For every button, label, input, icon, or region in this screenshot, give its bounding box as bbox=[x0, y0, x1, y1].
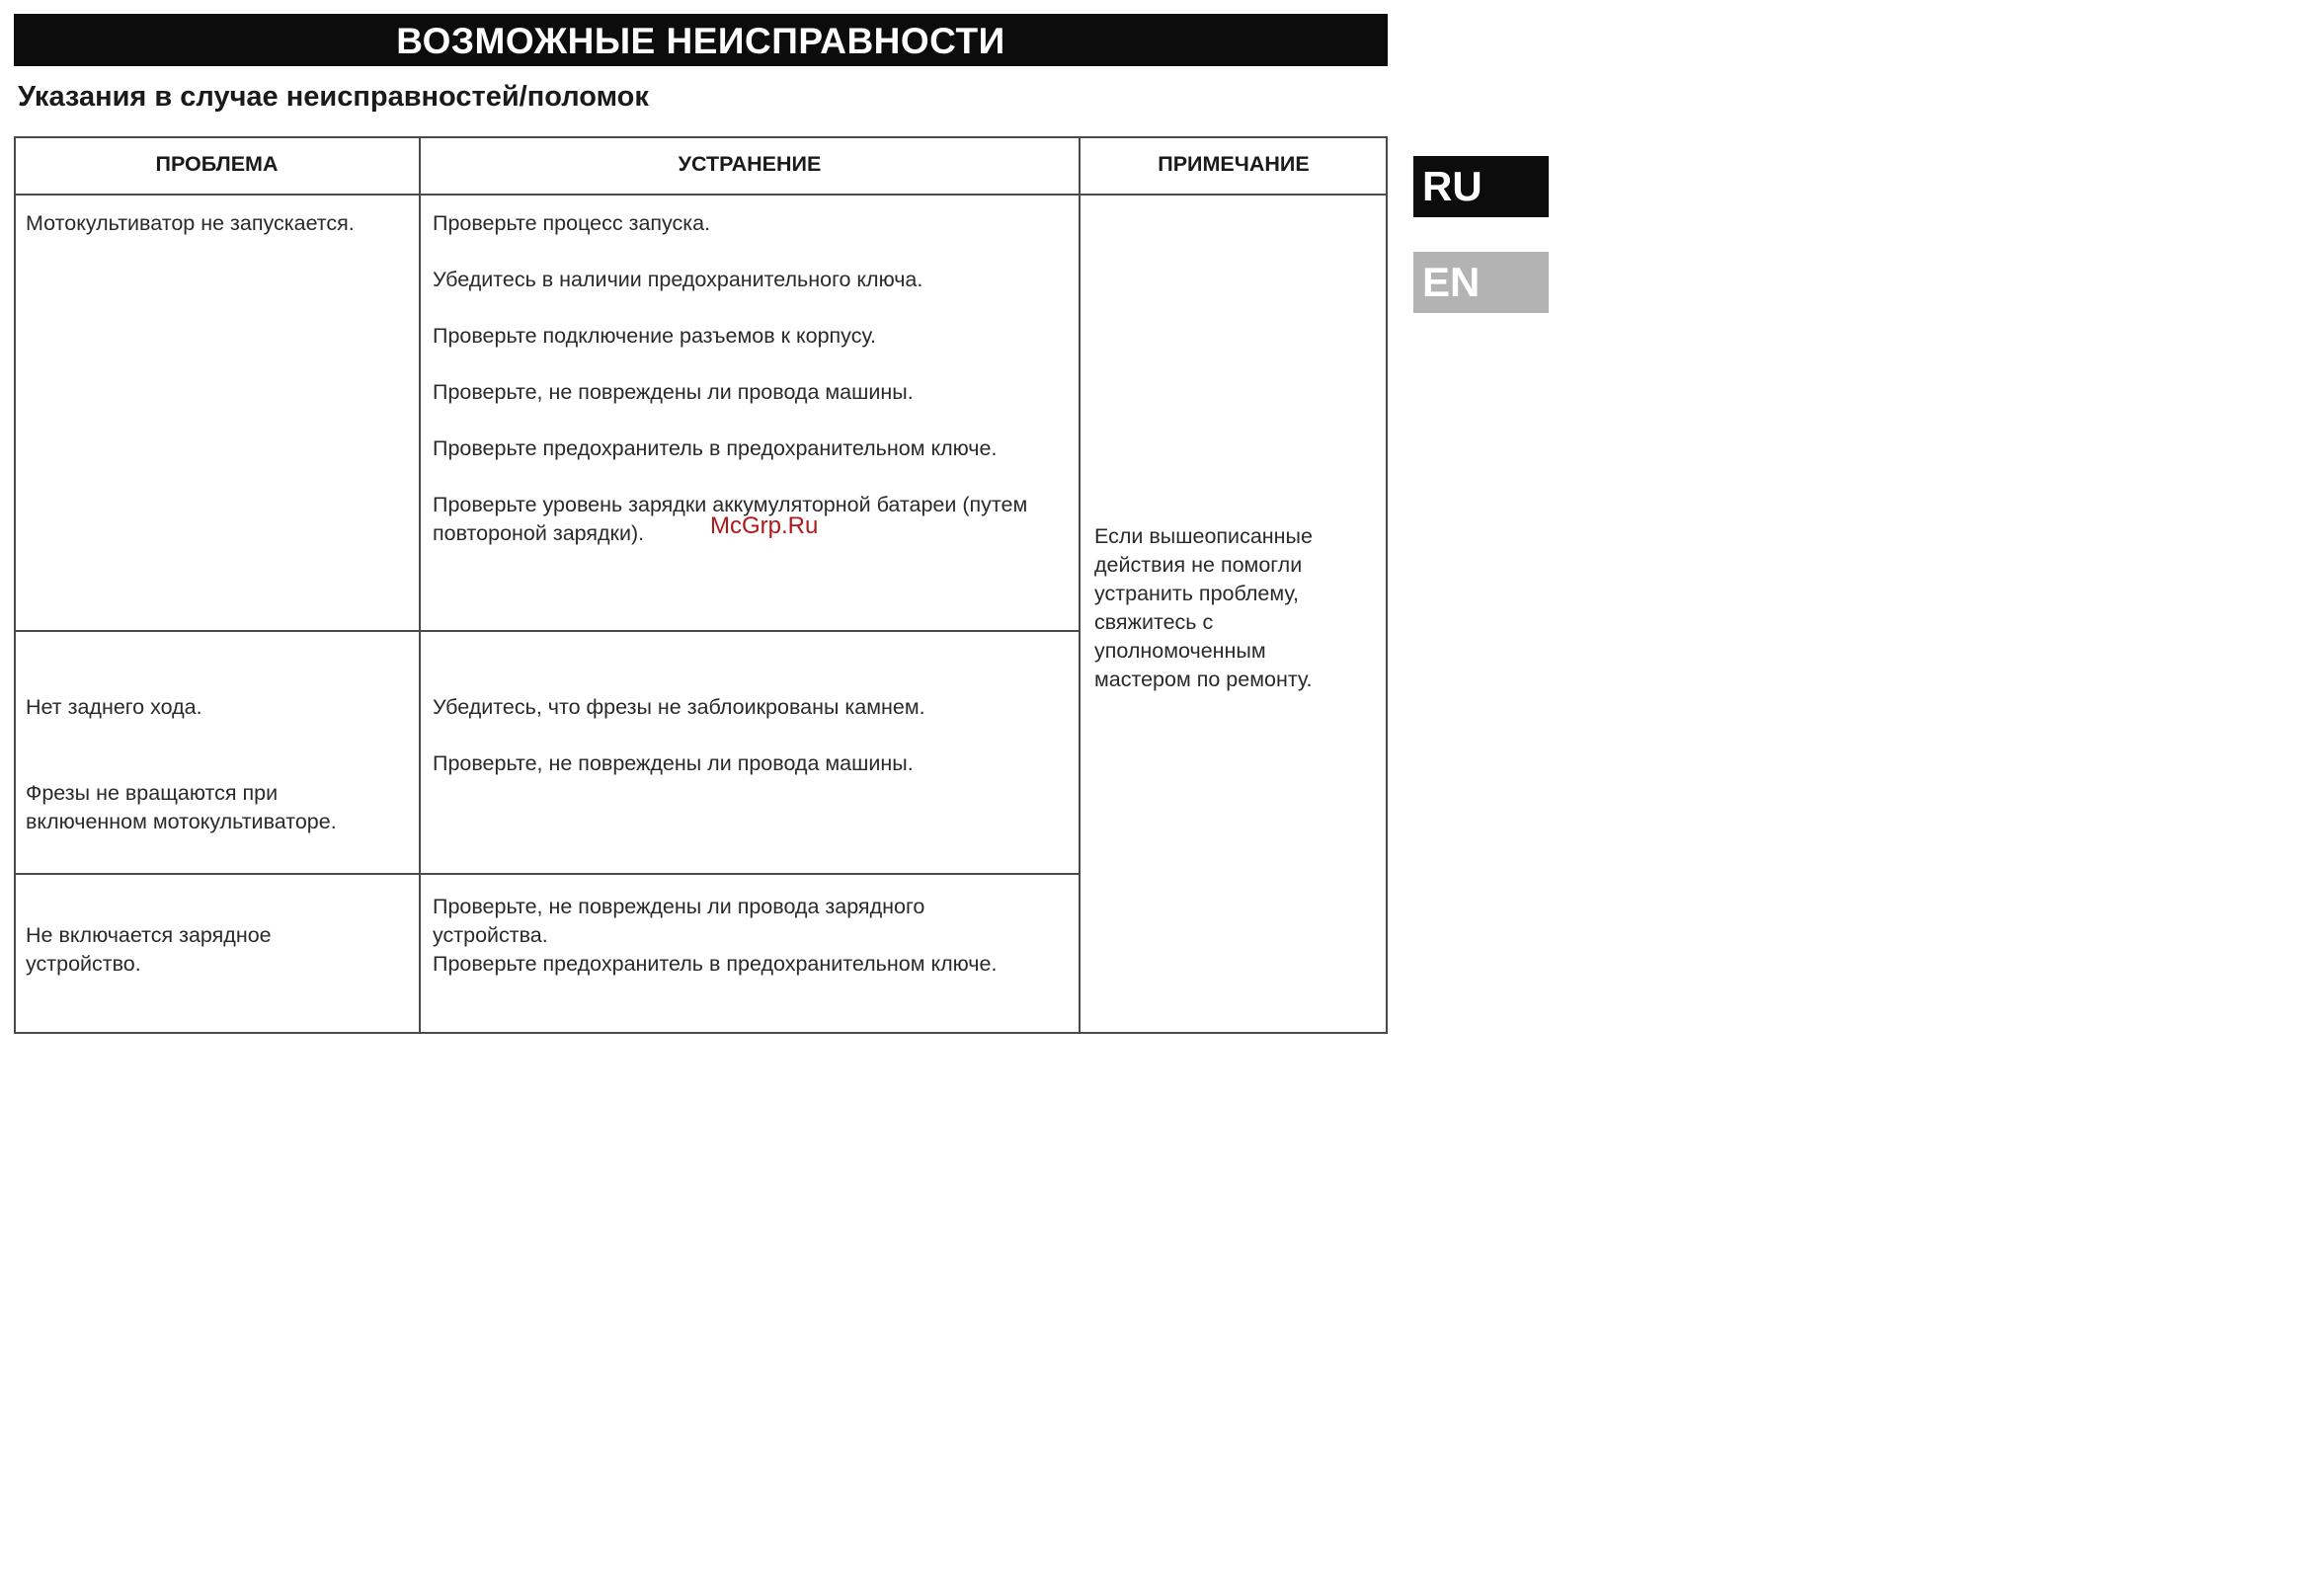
problem-text: Нет заднего хода. bbox=[26, 695, 202, 719]
solution-text: Проверьте предохранитель в предохранительном ключе. bbox=[433, 436, 998, 460]
solution-text: Проверьте, не повреждены ли провода машины. bbox=[433, 751, 914, 775]
page-title: ВОЗМОЖНЫЕ НЕИСПРАВНОСТИ bbox=[396, 21, 1005, 61]
row-2-problem-cell bbox=[26, 693, 401, 836]
solution-text: Проверьте уровень зарядки аккумуляторной батареи (путем повтороной зарядки). bbox=[433, 493, 1028, 545]
solution-text: Проверьте подключение разъемов к корпусу. bbox=[433, 324, 877, 348]
troubleshooting-table bbox=[14, 136, 1388, 1034]
solution-text: Проверьте предохранитель в предохранительном ключе. bbox=[433, 952, 998, 976]
solution-text: Проверьте, не повреждены ли провода зарядного устройства. bbox=[433, 895, 925, 947]
problem-text: Не включается зарядное устройство. bbox=[26, 923, 272, 976]
column-header-problem: ПРОБЛЕМА bbox=[155, 152, 279, 176]
language-tab-en[interactable]: EN bbox=[1413, 252, 1549, 313]
header-divider bbox=[14, 194, 1388, 196]
table-border-top bbox=[14, 136, 1388, 138]
column-header-note: ПРИМЕЧАНИЕ bbox=[1158, 152, 1310, 176]
table-border-left bbox=[14, 136, 16, 1034]
note-cell bbox=[1094, 522, 1356, 694]
row-3-solution-cell bbox=[433, 893, 1025, 979]
solution-text: Убедитесь, что фрезы не заблоикрованы камнем. bbox=[433, 695, 925, 719]
solution-text: Проверьте процесс запуска. bbox=[433, 211, 711, 235]
row-2-solution-cell bbox=[433, 693, 1065, 778]
page-title-bar bbox=[14, 14, 1388, 66]
row-1-solution-cell bbox=[433, 209, 1065, 548]
table-border-bottom bbox=[14, 1032, 1388, 1034]
language-tab-ru[interactable]: RU bbox=[1413, 156, 1549, 217]
solution-text: Убедитесь в наличии предохранительного ключа. bbox=[433, 268, 923, 291]
section-subtitle: Указания в случае неисправностей/поломок bbox=[18, 81, 649, 113]
row-divider-2 bbox=[14, 873, 1081, 875]
row-1-problem-cell bbox=[26, 209, 417, 238]
row-divider-1 bbox=[14, 630, 1081, 632]
solution-text: Проверьте, не повреждены ли провода машины. bbox=[433, 380, 914, 404]
column-header-solution: УСТРАНЕНИЕ bbox=[678, 152, 822, 176]
column-divider-2 bbox=[1079, 136, 1081, 1034]
row-3-problem-cell bbox=[26, 921, 322, 979]
note-text: Если вышеописанные действия не помогли устранить проблему, свяжитесь с уполномоченным мастером по ремонту. bbox=[1094, 524, 1313, 691]
watermark-text: McGrp.Ru bbox=[710, 512, 819, 539]
column-divider-1 bbox=[419, 136, 421, 1034]
table-border-right bbox=[1386, 136, 1388, 1034]
problem-text: Мотокультиватор не запускается. bbox=[26, 211, 355, 235]
problem-text: Фрезы не вращаются при включенном мотокультиваторе. bbox=[26, 781, 337, 833]
